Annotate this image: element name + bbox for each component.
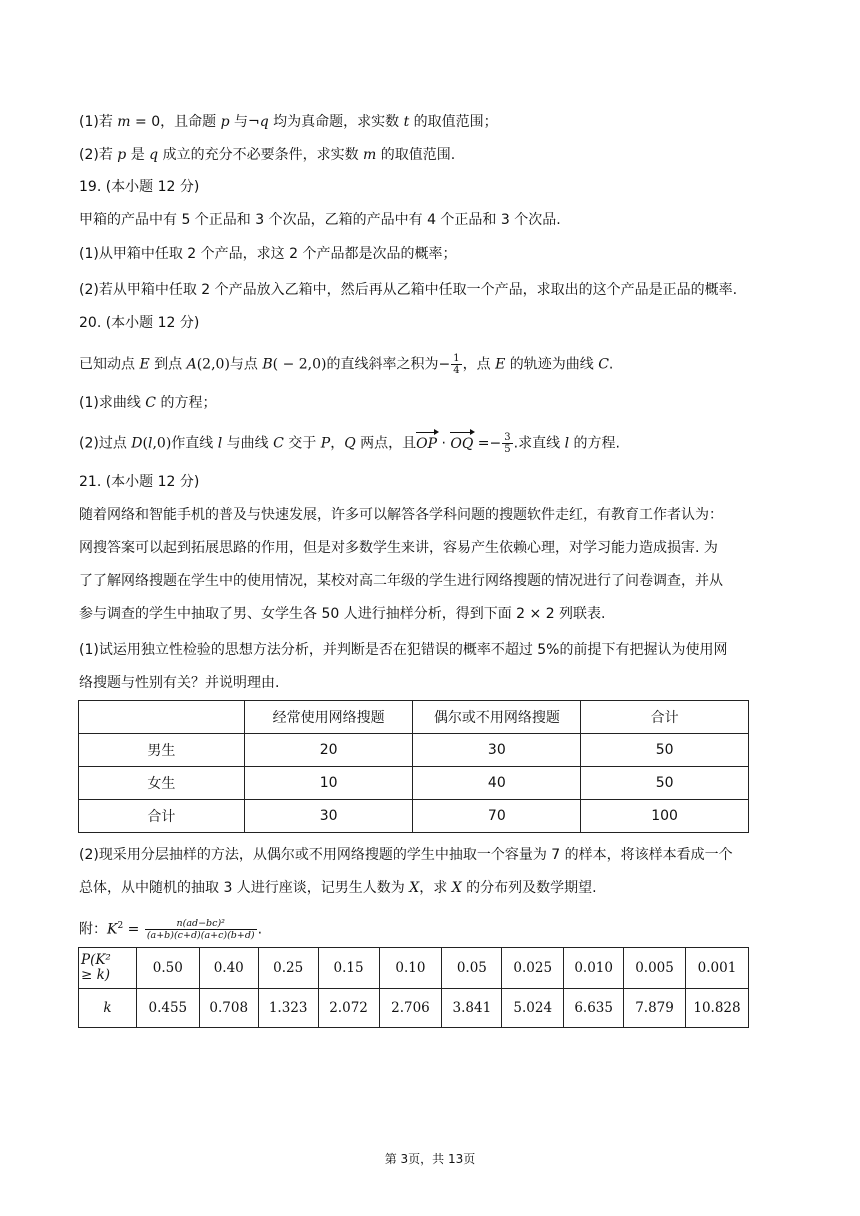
q20-stem bbox=[79, 353, 613, 376]
table-cell: 0.50 bbox=[136, 948, 199, 989]
math-var: q bbox=[259, 114, 269, 130]
k-label-cell: k bbox=[79, 989, 137, 1028]
table-cell: 100 bbox=[581, 800, 749, 833]
q20-part1 bbox=[79, 393, 216, 413]
q21-para-line4: 参与调查的学生中抽取了男、女学生各 50 人进行抽样分析，得到下面 2 × 2 列联表. bbox=[79, 606, 606, 622]
math-var: B bbox=[262, 356, 273, 373]
text: · bbox=[437, 435, 451, 452]
text: ≥ k) bbox=[81, 967, 111, 983]
q21-part1-line2: 络搜题与性别有关？并说明理由. bbox=[79, 675, 280, 691]
q21-part1-line1: (1)试运用独立性检验的思想方法分析，并判断是否在犯错误的概率不超过 5%的前提下有把握认为使用网 bbox=[79, 642, 728, 658]
math-var: E bbox=[495, 356, 506, 373]
table-cell: 0.010 bbox=[564, 948, 624, 989]
k2-formula bbox=[79, 916, 262, 941]
table-cell: 2.706 bbox=[379, 989, 442, 1028]
text: . bbox=[608, 356, 614, 373]
p-label-cell bbox=[79, 948, 137, 989]
table-cell: 20 bbox=[244, 734, 413, 767]
math-var: p bbox=[117, 147, 127, 163]
math-var: t bbox=[403, 114, 410, 130]
table-cell: 1.323 bbox=[258, 989, 318, 1028]
math-var: m bbox=[117, 114, 131, 130]
table-cell: 50 bbox=[581, 734, 749, 767]
q21-part2-line2 bbox=[79, 878, 597, 898]
math-var: l bbox=[217, 435, 223, 452]
table-cell: 50 bbox=[581, 767, 749, 800]
text: 作直线 bbox=[171, 435, 218, 452]
q21-para-line3: 了了解网络搜题在学生中的使用情况，某校对高二年级的学生进行网络搜题的情况进行了问卷调查，并从 bbox=[79, 573, 723, 589]
math-var: K bbox=[107, 921, 118, 938]
table-row bbox=[79, 800, 749, 833]
frac-den: 4 bbox=[453, 365, 460, 376]
math-var: E bbox=[139, 356, 150, 373]
text: P(K² bbox=[81, 952, 111, 968]
math-var: D bbox=[131, 435, 143, 452]
text: ( − 2,0) bbox=[272, 356, 327, 373]
text: (2,0) bbox=[196, 356, 230, 373]
table-cell: 10.828 bbox=[685, 989, 748, 1028]
text: = 0，且命题 bbox=[130, 114, 221, 130]
text: 两点，且 bbox=[355, 435, 417, 452]
q21-part2-line1: (2)现采用分层抽样的方法，从偶尔或不用网络搜题的学生中抽取一个容量为 7 的样本，将该样本看成一个 bbox=[79, 847, 733, 863]
text: (2)过点 bbox=[79, 435, 132, 452]
text: ，求 bbox=[419, 880, 452, 896]
text: .求直线 bbox=[513, 435, 565, 452]
vector-op: OP bbox=[416, 435, 438, 452]
table-cell: 0.10 bbox=[379, 948, 442, 989]
math-var: C bbox=[598, 356, 609, 373]
math-var: X bbox=[451, 880, 462, 896]
text: 总体，从中随机的抽取 3 人进行座谈，记男生人数为 bbox=[79, 880, 410, 896]
text: 已知动点 bbox=[79, 356, 140, 373]
k2-fraction bbox=[145, 918, 257, 941]
table-cell: 经常使用网络搜题 bbox=[244, 701, 413, 734]
page-footer: 第 3页，共 13页 bbox=[384, 1152, 476, 1166]
text: 的方程； bbox=[156, 395, 217, 411]
table-row bbox=[79, 734, 749, 767]
frac-den: (a+b)(c+d)(a+c)(b+d) bbox=[146, 930, 255, 942]
table-header-row bbox=[79, 701, 749, 734]
table-cell: 合计 bbox=[581, 701, 749, 734]
table-cell: 3.841 bbox=[442, 989, 502, 1028]
q19-part1: (1)从甲箱中任取 2 个产品，求这 2 个产品都是次品的概率； bbox=[79, 246, 457, 262]
contingency-table bbox=[78, 700, 749, 833]
table-cell: 女生 bbox=[79, 767, 245, 800]
math-var: X bbox=[409, 880, 420, 896]
frac-num: n(ad−bc)² bbox=[145, 918, 257, 930]
text: 的取值范围； bbox=[409, 114, 498, 130]
table-cell: 2.072 bbox=[318, 989, 379, 1028]
table-cell: 0.708 bbox=[199, 989, 258, 1028]
text: . bbox=[257, 921, 263, 938]
fraction-one-quarter bbox=[451, 353, 461, 376]
critical-value-table bbox=[78, 947, 749, 1028]
text: = bbox=[123, 921, 144, 938]
table-cell: 5.024 bbox=[502, 989, 564, 1028]
text: 是 bbox=[126, 147, 150, 163]
text: 与¬ bbox=[229, 114, 260, 130]
text: 与点 bbox=[229, 356, 263, 373]
frac-den: 5 bbox=[504, 444, 511, 455]
q19-part2: (2)若从甲箱中任取 2 个产品放入乙箱中，然后再从乙箱中任取一个产品，求取出的这个产品是正品的概率. bbox=[79, 282, 738, 298]
table-cell: 偶尔或不用网络搜题 bbox=[413, 701, 581, 734]
text: 成立的充分不必要条件，求实数 bbox=[158, 147, 364, 163]
text: ( bbox=[142, 435, 148, 452]
q18-part1 bbox=[79, 112, 498, 132]
q19-stem: 甲箱的产品中有 5 个正品和 3 个次品，乙箱的产品中有 4 个正品和 3 个次品. bbox=[79, 212, 561, 228]
fraction-three-fifths bbox=[502, 432, 512, 455]
q20-part2 bbox=[79, 432, 620, 455]
math-var: C bbox=[273, 435, 284, 452]
text: ，点 bbox=[462, 356, 496, 373]
text: 的轨迹为曲线 bbox=[505, 356, 599, 373]
text: (1)求曲线 bbox=[79, 395, 146, 411]
table-cell: 30 bbox=[413, 734, 581, 767]
table-cell: 0.005 bbox=[624, 948, 686, 989]
q18-part2 bbox=[79, 145, 455, 165]
vector-oq: OQ bbox=[450, 435, 474, 452]
text: 与曲线 bbox=[222, 435, 274, 452]
math-var: q bbox=[149, 147, 159, 163]
table-cell: 0.05 bbox=[442, 948, 502, 989]
table-cell: 0.25 bbox=[258, 948, 318, 989]
math-var: l bbox=[564, 435, 570, 452]
text: 均为真命题，求实数 bbox=[268, 114, 404, 130]
q20-header: 20. (本小题 12 分) bbox=[79, 315, 200, 331]
text: 附： bbox=[79, 921, 107, 938]
frac-num: 3 bbox=[504, 432, 511, 443]
table-cell: 30 bbox=[244, 800, 413, 833]
table-cell: 6.635 bbox=[564, 989, 624, 1028]
table-cell bbox=[79, 701, 245, 734]
frac-num: 1 bbox=[453, 353, 460, 364]
table-row bbox=[79, 948, 749, 989]
math-var: C bbox=[145, 395, 156, 411]
math-var: A bbox=[186, 356, 197, 373]
table-cell: 0.025 bbox=[502, 948, 564, 989]
table-cell: 0.40 bbox=[199, 948, 258, 989]
table-cell: 0.15 bbox=[318, 948, 379, 989]
text: 到点 bbox=[149, 356, 187, 373]
text: 的直线斜率之积为− bbox=[326, 356, 451, 373]
table-cell: 合计 bbox=[79, 800, 245, 833]
math-var: Q bbox=[344, 435, 356, 452]
text: 的取值范围. bbox=[376, 147, 456, 163]
text: ,0) bbox=[152, 435, 172, 452]
table-cell: 40 bbox=[413, 767, 581, 800]
text: (1)若 bbox=[79, 114, 118, 130]
math-var: l bbox=[147, 435, 153, 452]
table-row bbox=[79, 989, 749, 1028]
text: =− bbox=[473, 435, 502, 452]
table-cell: 70 bbox=[413, 800, 581, 833]
table-cell: 男生 bbox=[79, 734, 245, 767]
q21-para-line2: 网搜答案可以起到拓展思路的作用，但是对多数学生来讲，容易产生依赖心理，对学习能力造成损害. 为 bbox=[79, 540, 718, 556]
table-cell: 0.001 bbox=[685, 948, 748, 989]
table-row bbox=[79, 767, 749, 800]
text: (2)若 bbox=[79, 147, 118, 163]
q21-header: 21. (本小题 12 分) bbox=[79, 474, 200, 490]
text: 的分布列及数学期望. bbox=[461, 880, 597, 896]
q19-header: 19. (本小题 12 分) bbox=[79, 179, 200, 195]
text: 交于 bbox=[283, 435, 321, 452]
math-var: P bbox=[320, 435, 331, 452]
q21-para-line1: 随着网络和智能手机的普及与快速发展，许多可以解答各学科问题的搜题软件走红，有教育工作者认为： bbox=[79, 507, 723, 523]
text: 的方程. bbox=[569, 435, 620, 452]
table-cell: 7.879 bbox=[624, 989, 686, 1028]
table-cell: 10 bbox=[244, 767, 413, 800]
math-var: m bbox=[363, 147, 377, 163]
table-cell: 0.455 bbox=[136, 989, 199, 1028]
text: ， bbox=[330, 435, 345, 452]
superscript: 2 bbox=[117, 921, 124, 931]
math-var: p bbox=[220, 114, 230, 130]
